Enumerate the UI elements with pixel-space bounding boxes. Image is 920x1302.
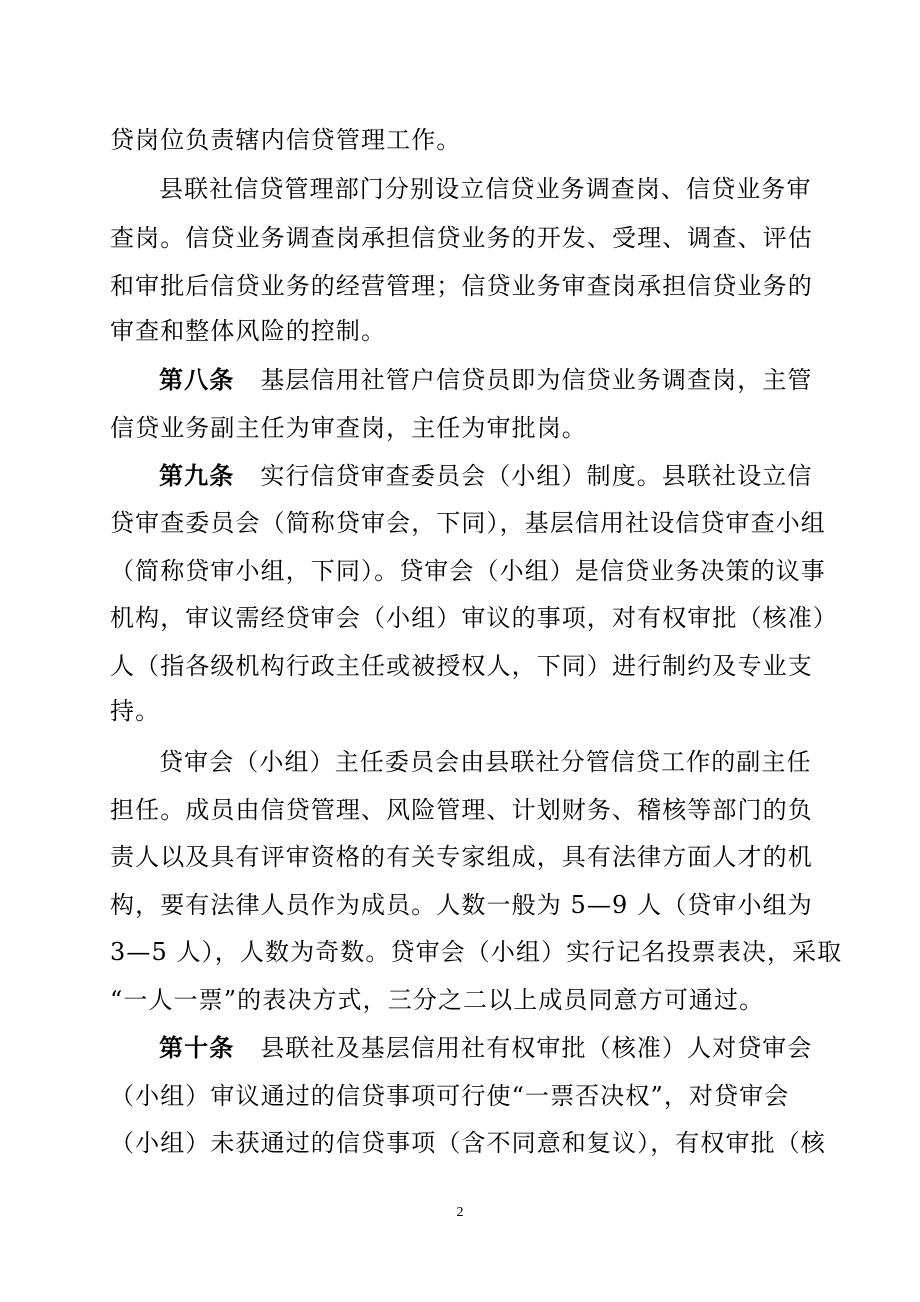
- text-line: [110, 307, 810, 355]
- line-text: 构，要有法律人员作为成员。人数一般为 5—9 人（贷审小组为: [110, 891, 813, 919]
- text-line: [110, 976, 810, 1024]
- article-8-title: 第八条: [159, 366, 235, 394]
- line-text: 和审批后信贷业务的经营管理；信贷业务审查岗承担信贷业务的: [110, 272, 813, 300]
- line-text: 责人以及具有评审资格的有关专家组成，具有法律方面人才的机: [110, 843, 813, 871]
- line-text: 实行信贷审查委员会（小组）制度。县联社设立信: [260, 462, 813, 490]
- line-text: “一人一票”的表决方式，三分之二以上成员同意方可通过。: [110, 986, 765, 1014]
- line-text: （简称贷审小组，下同）。贷审会（小组）是信贷业务决策的议事: [110, 557, 826, 585]
- line-text: 信贷业务副主任为审查岗，主任为审批岗。: [110, 414, 587, 442]
- text-line: [110, 833, 813, 881]
- line-text: 贷岗位负责辖内信贷管理工作。: [110, 126, 462, 154]
- text-line: [110, 262, 813, 310]
- text-line: [110, 404, 810, 452]
- paragraph-first-line: [159, 165, 859, 213]
- text-line: [110, 881, 813, 929]
- text-line: [110, 1119, 826, 1167]
- line-text: 审查和整体风险的控制。: [110, 317, 387, 345]
- line-text: 担任。成员由信贷管理、风险管理、计划财务、稽核等部门的负: [110, 796, 813, 824]
- text-line: [110, 547, 826, 595]
- article-10-title: 第十条: [159, 1034, 235, 1062]
- paragraph-first-line: [159, 738, 859, 786]
- text-line: [110, 214, 813, 262]
- line-text: 贷审查委员会（简称贷审会，下同），基层信用社设信贷审查小组: [110, 509, 826, 537]
- line-text: （小组）未获通过的信贷事项（含不同意和复议），有权审批（核: [110, 1129, 826, 1157]
- line-text: 持。: [110, 697, 161, 725]
- text-line: [110, 642, 813, 690]
- line-text: 县联社信贷管理部门分别设立信贷业务调查岗、信贷业务审: [159, 175, 812, 203]
- line-text: 县联社及基层信用社有权审批（核准）人对贷审会: [260, 1034, 813, 1062]
- text-line: [110, 594, 838, 642]
- text-line: [110, 499, 826, 547]
- text-line: [110, 928, 843, 976]
- line-text: 机构，审议需经贷审会（小组）审议的事项，对有权审批（核准）: [110, 604, 838, 632]
- line-text: （小组）审议通过的信贷事项可行使“一票否决权”，对贷审会: [110, 1082, 790, 1110]
- article-9-title: 第九条: [159, 462, 235, 490]
- article-9-first-line: [159, 452, 859, 500]
- text-line: [110, 687, 810, 735]
- page-number: 2: [456, 1205, 464, 1220]
- line-text: 基层信用社管户信贷员即为信贷业务调查岗，主管: [260, 366, 813, 394]
- article-8-first-line: [159, 356, 859, 404]
- line-text: 3—5 人），人数为奇数。贷审会（小组）实行记名投票表决，采取: [110, 938, 843, 966]
- line-text: 贷审会（小组）主任委员会由县联社分管信贷工作的副主任: [159, 748, 812, 776]
- text-line: [110, 786, 813, 834]
- text-line: [110, 1072, 810, 1120]
- line-text: 人（指各级机构行政主任或被授权人，下同）进行制约及专业支: [110, 652, 813, 680]
- article-10-first-line: [159, 1024, 859, 1072]
- line-text: 查岗。信贷业务调查岗承担信贷业务的开发、受理、调查、评估: [110, 224, 813, 252]
- text-line: [110, 116, 810, 164]
